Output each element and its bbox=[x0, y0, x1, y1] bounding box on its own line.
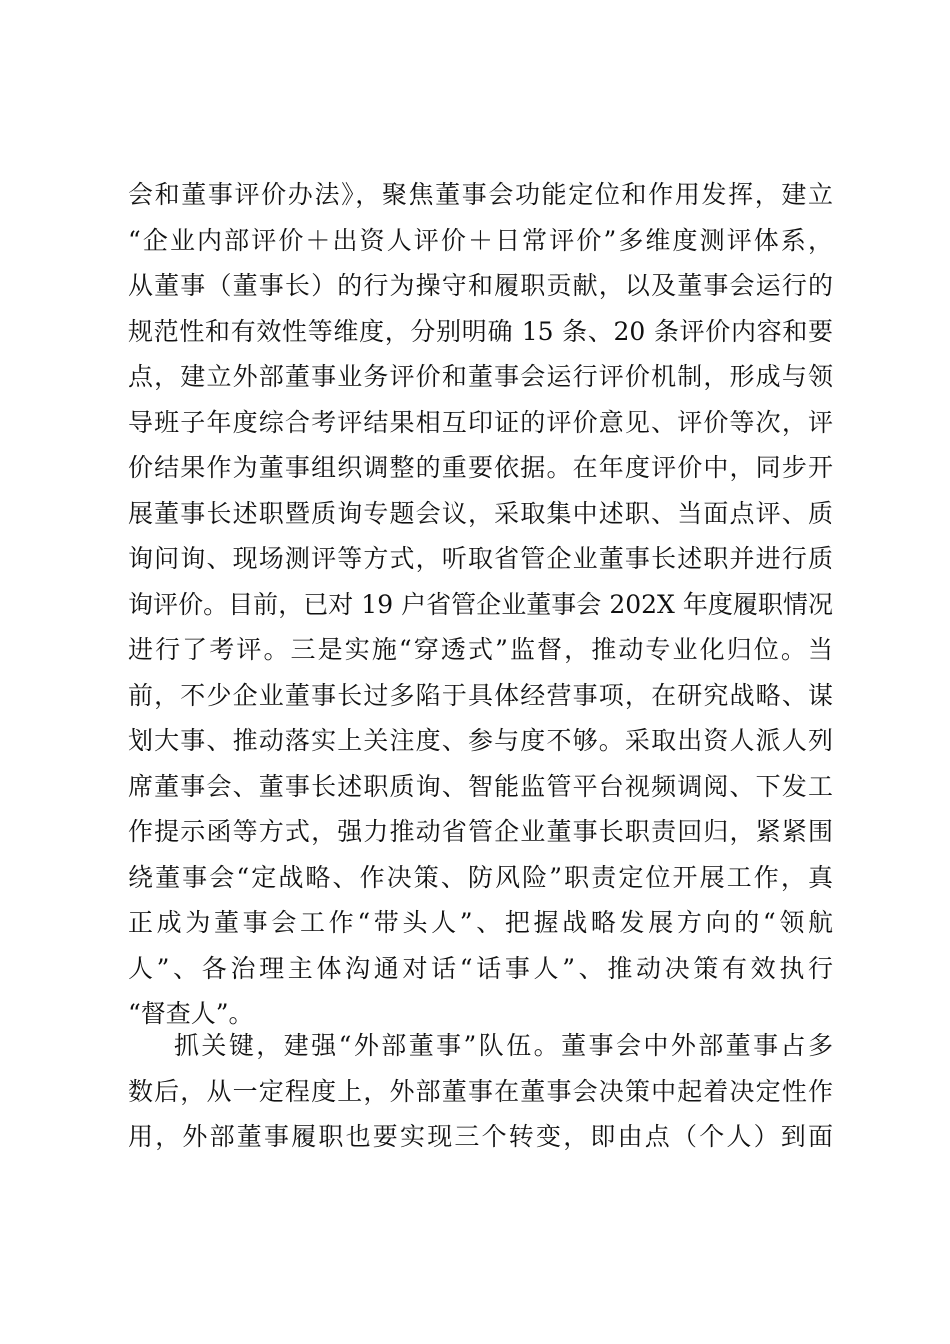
text-line: 价结果作为董事组织调整的重要依据。在年度评价中，同步开 bbox=[128, 453, 833, 482]
text-line: 划大事、推动落实上关注度、参与度不够。采取出资人派人列 bbox=[128, 726, 833, 755]
text-line: “企业内部评价＋出资人评价＋日常评价”多维度测评体系， bbox=[128, 225, 833, 255]
text-line: 从董事（董事长）的行为操守和履职贡献，以及董事会运行的 bbox=[128, 271, 833, 300]
text-line: 抓关键，建强“外部董事”队伍。董事会中外部董事占多 bbox=[174, 1031, 833, 1060]
paragraph-1 bbox=[128, 172, 833, 1037]
text-line: 会和董事评价办法》，聚焦董事会功能定位和作用发挥，建立 bbox=[128, 180, 833, 209]
text-line: 正成为董事会工作“带头人”、把握战略发展方向的“领航 bbox=[128, 908, 833, 937]
text-line: 绕董事会“定战略、作决策、防风险”职责定位开展工作，真 bbox=[128, 862, 833, 892]
text-line: 用，外部董事履职也要实现三个转变，即由点（个人）到面 bbox=[128, 1122, 833, 1151]
text-line: “督查人”。 bbox=[128, 999, 254, 1028]
text-line: 导班子年度综合考评结果相互印证的评价意见、评价等次，评 bbox=[128, 407, 833, 437]
text-line: 人”、各治理主体沟通对话“话事人”、推动决策有效执行 bbox=[128, 953, 833, 983]
text-line: 作提示函等方式，强力推动省管企业董事长职责回归，紧紧围 bbox=[128, 817, 833, 846]
paragraph-2 bbox=[128, 1023, 833, 1160]
text-line: 席董事会、董事长述职质询、智能监管平台视频调阅、下发工 bbox=[128, 771, 833, 801]
text-line: 数后，从一定程度上，外部董事在董事会决策中起着决定性作 bbox=[128, 1076, 833, 1106]
text-line: 询问询、现场测评等方式，听取省管企业董事长述职并进行质 bbox=[128, 544, 833, 573]
text-line: 前，不少企业董事长过多陷于具体经营事项，在研究战略、谋 bbox=[128, 680, 833, 710]
text-line: 进行了考评。三是实施“穿透式”监督，推动专业化归位。当 bbox=[128, 635, 833, 664]
text-line: 点，建立外部董事业务评价和董事会运行评价机制，形成与领 bbox=[128, 362, 833, 391]
text-line: 询评价。目前，已对 19 户省管企业董事会 202X 年度履职情况 bbox=[128, 589, 833, 619]
text-line: 规范性和有效性等维度，分别明确 15 条、20 条评价内容和要 bbox=[128, 316, 833, 346]
text-line: 展董事长述职暨质询专题会议，采取集中述职、当面点评、质 bbox=[128, 498, 833, 528]
